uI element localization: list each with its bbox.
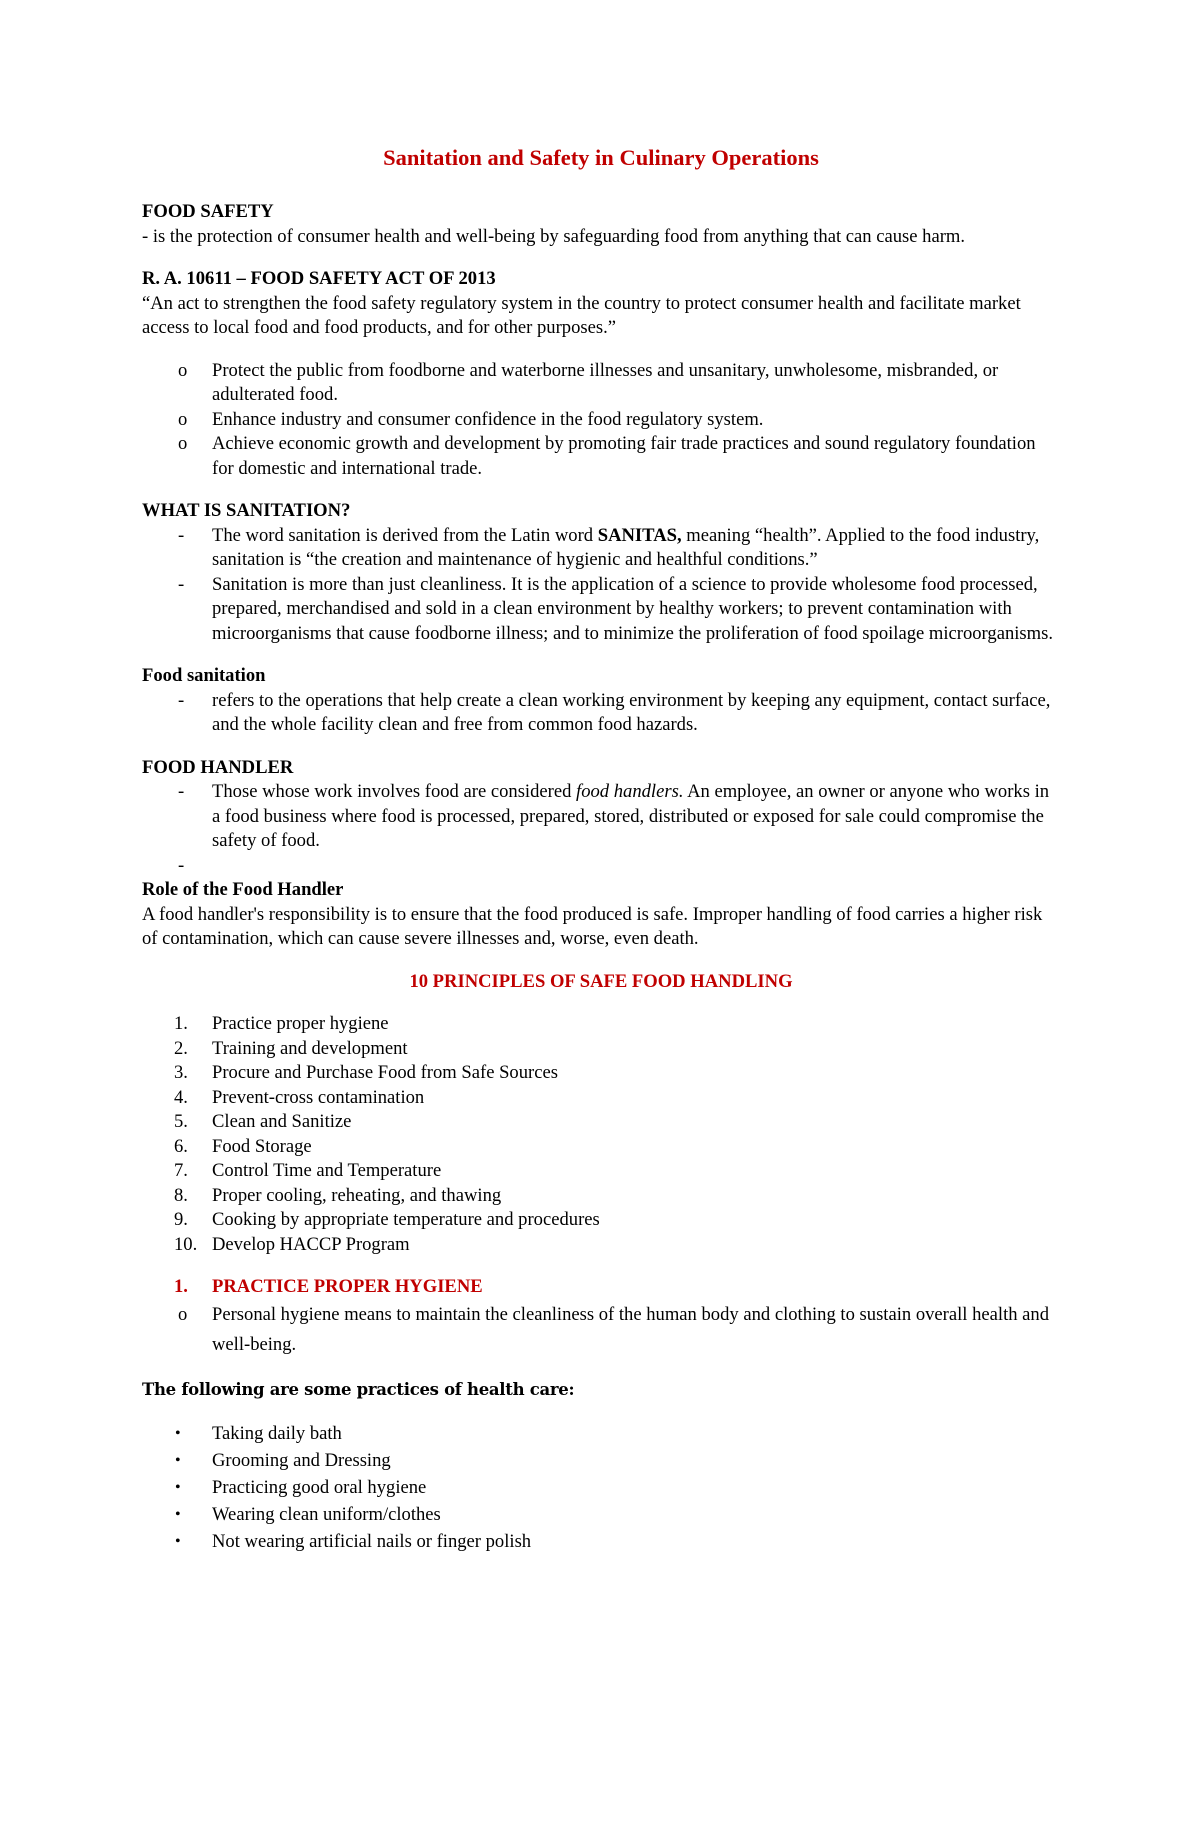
document-title: Sanitation and Safety in Culinary Operations <box>383 145 819 170</box>
food-safety-heading: FOOD SAFETY <box>142 201 274 222</box>
list-item-text: Control Time and Temperature <box>212 1160 442 1181</box>
food-handlers-term: food handlers. <box>576 781 684 802</box>
dash-bullet-icon: - <box>178 524 185 546</box>
list-item <box>142 1501 1060 1528</box>
food-safety-definition: - is the protection of consumer health and well-being by safeguarding food from anything that can cause harm. <box>142 225 966 247</box>
circle-bullet-icon: o <box>178 1303 188 1325</box>
list-item <box>142 573 1060 647</box>
bullet-icon: • <box>175 1452 181 1469</box>
hygiene-list <box>142 1300 1060 1360</box>
list-item-text: Training and development <box>212 1037 408 1059</box>
list-number: 1. <box>174 1013 188 1034</box>
bullet-icon: • <box>175 1425 181 1442</box>
bullet-icon: • <box>175 1533 181 1550</box>
ra-objectives-list <box>142 359 1060 482</box>
list-item-text: Grooming and Dressing <box>212 1450 391 1471</box>
circle-bullet-icon: o <box>178 433 188 454</box>
list-item-text: Achieve economic growth and development by promoting fair trade practices and sound regulatory foundation for domestic and international trade. <box>212 433 1036 479</box>
food-sanitation-heading: Food sanitation <box>142 665 266 686</box>
bullet-icon: • <box>175 1506 181 1523</box>
list-item <box>142 1474 1060 1501</box>
list-number: 5. <box>174 1111 188 1132</box>
sanitation-text-pre: The word sanitation is derived from the Latin word <box>212 524 598 546</box>
role-text: A food handler's responsibility is to ensure that the food produced is safe. Improper handling of food carries a higher risk of contamination, which can cause severe illnesses and, worse, even death. <box>142 903 1043 949</box>
list-item-text: Proper cooling, reheating, and thawing <box>212 1184 502 1206</box>
list-item <box>142 1420 1060 1447</box>
circle-bullet-icon: o <box>178 408 188 430</box>
dash-bullet-icon: - <box>178 689 185 711</box>
list-item <box>142 359 1060 408</box>
list-item-text: Wearing clean uniform/clothes <box>212 1504 441 1525</box>
list-item <box>142 1528 1060 1555</box>
list-item-text: Personal hygiene means to maintain the cleanliness of the human body and clothing to sustain overall health and well-being. <box>212 1303 1050 1355</box>
health-care-heading: The following are some practices of health care: <box>142 1379 575 1399</box>
list-item <box>142 1061 1060 1086</box>
list-number: 8. <box>174 1184 188 1206</box>
list-item <box>142 1012 1060 1037</box>
food-handler-text-pre: Those whose work involves food are considered <box>212 781 577 802</box>
list-item <box>142 1300 1060 1360</box>
food-handler-text-post: An employee, an owner or anyone who works in a food business where food is processed, prepared, stored, distributed or exposed for sale could compromise the safety of food. <box>212 781 1050 851</box>
list-item <box>142 1110 1060 1135</box>
role-heading: Role of the Food Handler <box>142 879 344 900</box>
principles-list <box>142 1012 1060 1257</box>
list-number: 2. <box>174 1037 188 1059</box>
list-item-text: Prevent-cross contamination <box>212 1086 425 1108</box>
list-item <box>142 1086 1060 1111</box>
list-item-text: Protect the public from foodborne and waterborne illnesses and unsanitary, unwholesome, misbranded, or adulterated food. <box>212 359 999 405</box>
circle-bullet-icon: o <box>178 359 188 381</box>
list-item <box>142 1184 1060 1209</box>
dash-bullet-icon: - <box>178 781 185 802</box>
list-number: 6. <box>174 1135 188 1157</box>
food-handler-list <box>142 780 1060 878</box>
list-item <box>142 408 1060 433</box>
list-item <box>142 524 1060 573</box>
list-item-text: Taking daily bath <box>212 1423 342 1444</box>
list-item-text: Practice proper hygiene <box>212 1013 389 1034</box>
sanitation-list <box>142 524 1060 647</box>
list-item <box>142 1208 1060 1233</box>
dash-bullet-icon: - <box>178 573 185 595</box>
ra-quote: “An act to strengthen the food safety regulatory system in the country to protect consumer health and facilitate market access to local food and food products, and for other purposes.” <box>142 292 1021 338</box>
dash-bullet-icon: - <box>178 854 185 876</box>
bullet-icon: • <box>175 1479 181 1496</box>
hygiene-number: 1. <box>174 1276 188 1297</box>
hygiene-heading <box>142 1275 1060 1300</box>
sanitas-term: SANITAS, <box>597 524 682 546</box>
list-number: 4. <box>174 1086 188 1108</box>
list-item <box>142 689 1060 738</box>
health-care-list <box>142 1420 1060 1555</box>
list-item-text: Develop HACCP Program <box>212 1233 410 1255</box>
list-number: 7. <box>174 1160 188 1181</box>
food-sanitation-list <box>142 689 1060 738</box>
list-number: 10. <box>174 1233 198 1255</box>
list-item <box>142 1159 1060 1184</box>
list-item <box>142 1233 1060 1258</box>
list-item-text: Not wearing artificial nails or finger polish <box>212 1531 532 1552</box>
principles-heading: 10 PRINCIPLES OF SAFE FOOD HANDLING <box>409 970 793 992</box>
list-item-text: Clean and Sanitize <box>212 1111 352 1132</box>
list-item <box>142 1447 1060 1474</box>
list-item <box>142 780 1060 854</box>
list-number: 3. <box>174 1062 188 1083</box>
list-item-text: Enhance industry and consumer confidence in the food regulatory system. <box>212 408 764 430</box>
list-item-text: Practicing good oral hygiene <box>212 1477 427 1498</box>
document-page <box>142 143 1060 1555</box>
list-number: 9. <box>174 1209 188 1230</box>
list-item-text: Sanitation is more than just cleanliness. It is the application of a science to provide wholesome food processed, prepared, merchandised and sold in a clean environment by healthy workers; to prevent contamination with microorganisms that cause foodborne illness; and to minimize the proliferation of food spoilage microorganisms. <box>212 573 1054 644</box>
list-item <box>142 432 1060 481</box>
list-item-text: Food Storage <box>212 1135 312 1157</box>
sanitation-heading: WHAT IS SANITATION? <box>142 500 351 521</box>
food-handler-heading: FOOD HANDLER <box>142 756 294 778</box>
list-item <box>142 1135 1060 1160</box>
sanitation-text-post: meaning “health”. Applied to the food industry, sanitation is “the creation and maintenance of hygienic and healthful conditions.” <box>212 524 1040 570</box>
list-item-text: refers to the operations that help create a clean working environment by keeping any equipment, contact surface, and the whole facility clean and free from common food hazards. <box>212 689 1051 735</box>
list-item <box>142 854 1060 879</box>
hygiene-heading-text: PRACTICE PROPER HYGIENE <box>212 1276 483 1297</box>
ra-heading: R. A. 10611 – FOOD SAFETY ACT OF 2013 <box>142 268 496 289</box>
list-item-text: Cooking by appropriate temperature and procedures <box>212 1209 600 1230</box>
list-item-text: Procure and Purchase Food from Safe Sources <box>212 1062 558 1083</box>
list-item <box>142 1037 1060 1062</box>
